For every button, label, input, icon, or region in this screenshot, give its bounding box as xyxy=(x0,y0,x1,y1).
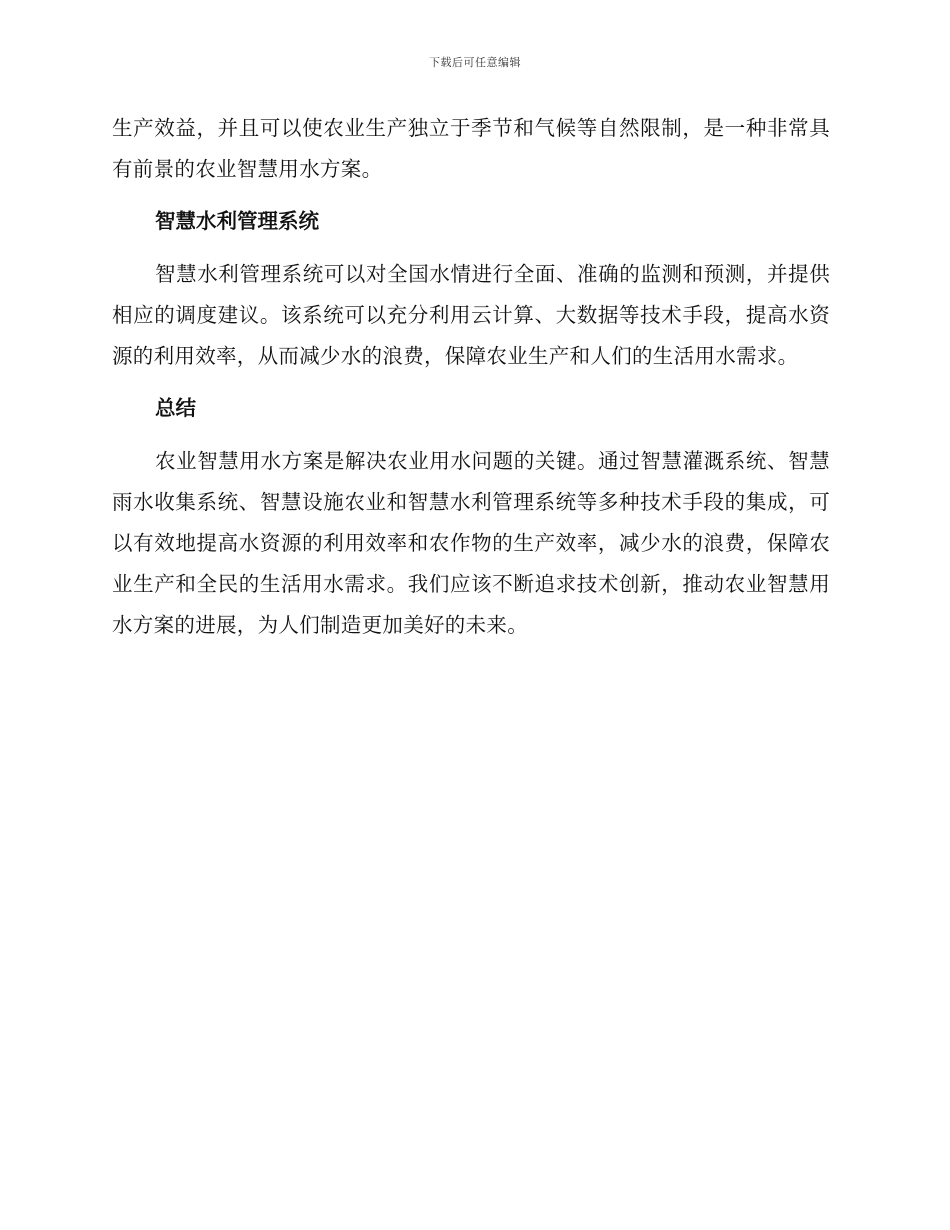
section-paragraph-summary: 农业智慧用水方案是解决农业用水问题的关键。通过智慧灌溉系统、智慧雨水收集系统、智慧设施农业和智慧水利管理系统等多种技术手段的集成，可以有效地提高水资源的利用效率和农作物的生产效率，减少水的浪费，保障农业生产和全民的生活用水需求。我们应该不断追求技术创新，推动农业智慧用水方案的进展，为人们制造更加美好的未来。 xyxy=(112,449,830,637)
section-heading-summary: 总结 xyxy=(155,396,196,420)
page-header-note: 下载后可任意编辑 xyxy=(429,56,521,69)
intro-paragraph: 生产效益，并且可以使农业生产独立于季节和气候等自然限制，是一种非常具有前景的农业智慧用水方案。 xyxy=(112,116,830,181)
document-body xyxy=(112,108,830,646)
section-paragraph-water-management: 智慧水利管理系统可以对全国水情进行全面、准确的监测和预测，并提供相应的调度建议。该系统可以充分利用云计算、大数据等技术手段，提高水资源的利用效率，从而减少水的浪费，保障农业生产和人们的生活用水需求。 xyxy=(112,262,830,368)
section-heading-water-management: 智慧水利管理系统 xyxy=(155,209,319,233)
